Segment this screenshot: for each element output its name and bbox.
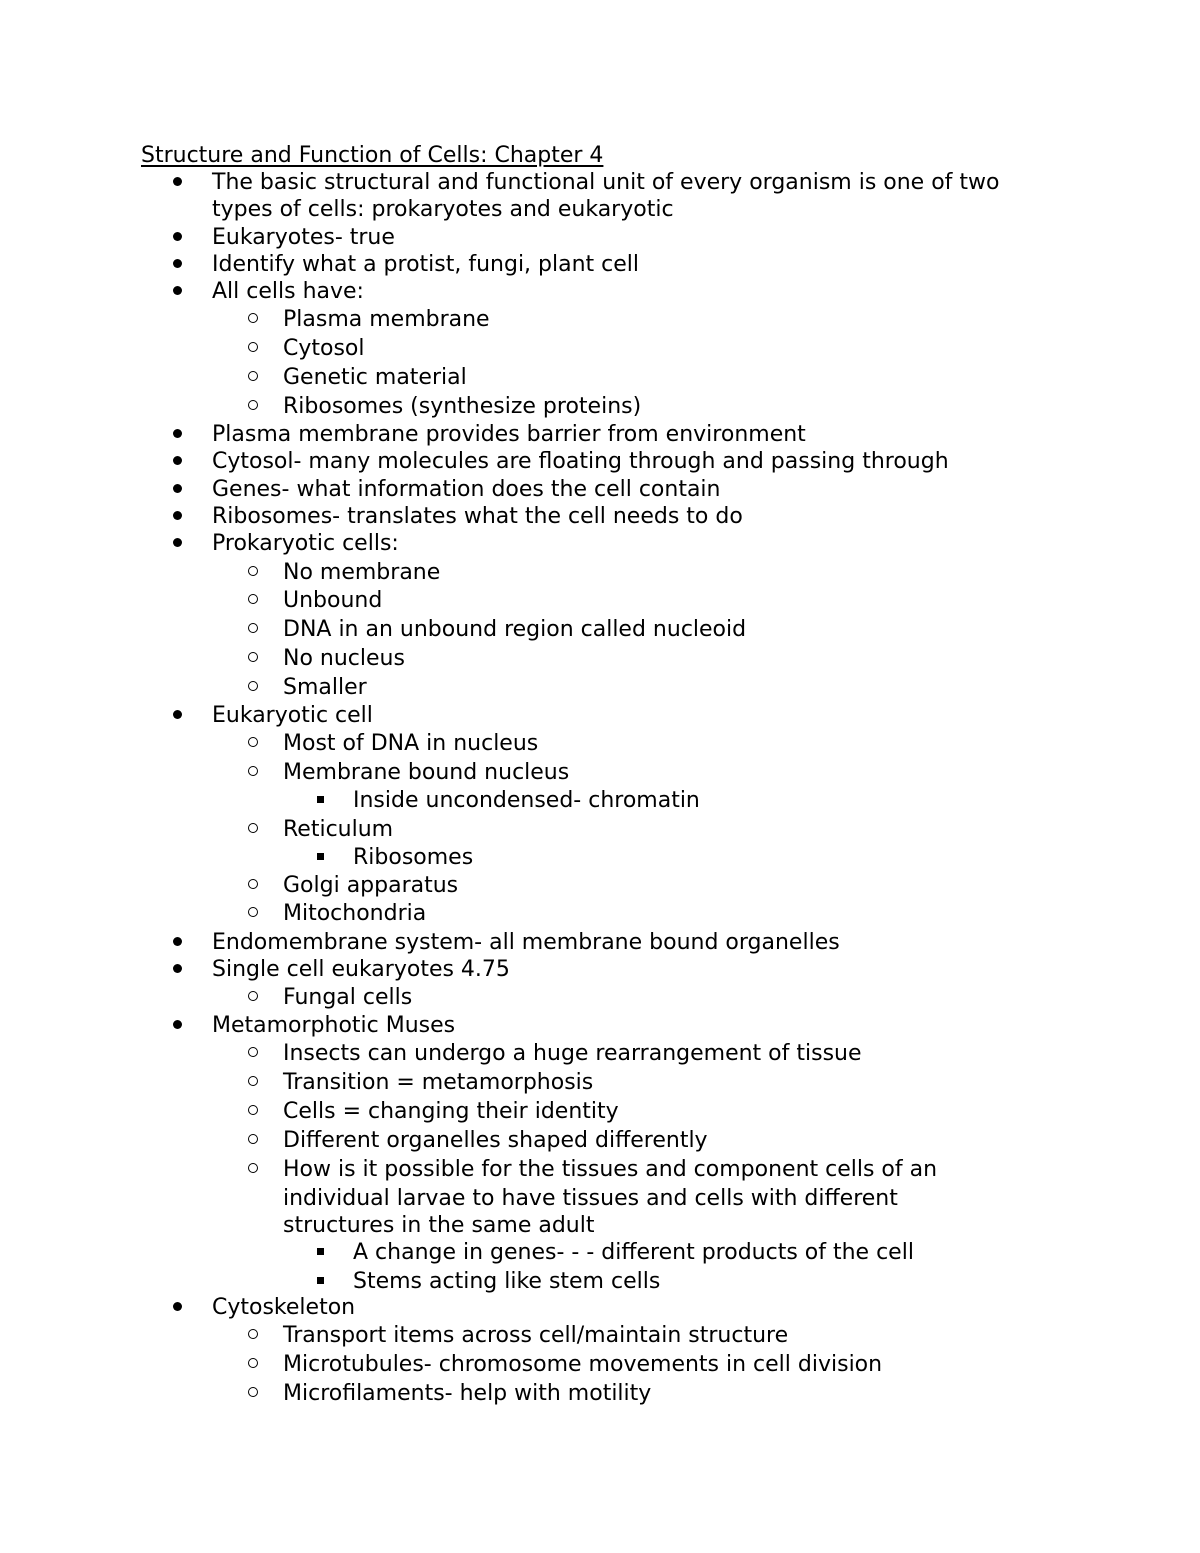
- list-item-continuation: types of cells: prokaryotes and eukaryotic: [212, 197, 674, 222]
- sub-list-item: DNA in an unbound region called nucleoid: [283, 617, 747, 642]
- sub-list-item: Insects can undergo a huge rearrangement of tissue: [283, 1041, 862, 1066]
- list-item: Eukaryotes- true: [212, 225, 395, 250]
- sub-sub-list-item: Stems acting like stem cells: [353, 1269, 661, 1294]
- circle-bullet-icon: [248, 364, 258, 391]
- sub-sub-list-item: Ribosomes: [353, 845, 474, 870]
- sub-list-item: Mitochondria: [283, 901, 427, 926]
- sub-list-item: No nucleus: [283, 646, 405, 671]
- list-item: Single cell eukaryotes 4.75: [212, 957, 510, 982]
- sub-list-item: Cells = changing their identity: [283, 1099, 619, 1124]
- circle-bullet-icon: [248, 759, 258, 786]
- circle-bullet-icon: [248, 393, 258, 420]
- sub-list-item-continuation: structures in the same adult: [283, 1213, 595, 1238]
- square-bullet-icon: [317, 1239, 324, 1266]
- sub-list-item: Microtubules- chromosome movements in cell division: [283, 1352, 883, 1377]
- bullet-icon: [173, 278, 182, 305]
- square-bullet-icon: [317, 1268, 324, 1295]
- sub-list-item-continuation: individual larvae to have tissues and cells with different: [283, 1186, 898, 1211]
- sub-list-item: Transport items across cell/maintain structure: [283, 1323, 789, 1348]
- sub-list-item: No membrane: [283, 560, 441, 585]
- circle-bullet-icon: [248, 559, 258, 586]
- bullet-icon: [173, 530, 182, 557]
- list-item: Cytosol- many molecules are floating through and passing through: [212, 449, 949, 474]
- sub-list-item: Reticulum: [283, 817, 394, 842]
- circle-bullet-icon: [248, 1040, 258, 1067]
- circle-bullet-icon: [248, 816, 258, 843]
- list-item: Genes- what information does the cell contain: [212, 477, 721, 502]
- circle-bullet-icon: [248, 1156, 258, 1183]
- bullet-icon: [173, 929, 182, 956]
- circle-bullet-icon: [248, 984, 258, 1011]
- circle-bullet-icon: [248, 306, 258, 333]
- bullet-icon: [173, 448, 182, 475]
- circle-bullet-icon: [248, 872, 258, 899]
- circle-bullet-icon: [248, 674, 258, 701]
- bullet-icon: [173, 1294, 182, 1321]
- bullet-icon: [173, 251, 182, 278]
- circle-bullet-icon: [248, 1380, 258, 1407]
- sub-list-item: Different organelles shaped differently: [283, 1128, 708, 1153]
- circle-bullet-icon: [248, 645, 258, 672]
- sub-list-item: Unbound: [283, 588, 383, 613]
- bullet-icon: [173, 476, 182, 503]
- bullet-icon: [173, 702, 182, 729]
- sub-list-item: Smaller: [283, 675, 367, 700]
- sub-list-item: Fungal cells: [283, 985, 413, 1010]
- circle-bullet-icon: [248, 335, 258, 362]
- sub-list-item: Most of DNA in nucleus: [283, 731, 539, 756]
- sub-list-item: Microfilaments- help with motility: [283, 1381, 652, 1406]
- list-item: Eukaryotic cell: [212, 703, 373, 728]
- list-item: The basic structural and functional unit of every organism is one of two: [212, 170, 1000, 195]
- circle-bullet-icon: [248, 730, 258, 757]
- circle-bullet-icon: [248, 1127, 258, 1154]
- sub-list-item: Genetic material: [283, 365, 467, 390]
- bullet-icon: [173, 956, 182, 983]
- bullet-icon: [173, 1012, 182, 1039]
- sub-list-item: Cytosol: [283, 336, 365, 361]
- sub-list-item: Membrane bound nucleus: [283, 760, 570, 785]
- circle-bullet-icon: [248, 587, 258, 614]
- square-bullet-icon: [317, 844, 324, 871]
- circle-bullet-icon: [248, 900, 258, 927]
- sub-list-item: How is it possible for the tissues and component cells of an: [283, 1157, 938, 1182]
- list-item: Cytoskeleton: [212, 1295, 356, 1320]
- sub-list-item: Golgi apparatus: [283, 873, 459, 898]
- list-item: Metamorphotic Muses: [212, 1013, 456, 1038]
- list-item: Endomembrane system- all membrane bound organelles: [212, 930, 840, 955]
- list-item: Plasma membrane provides barrier from environment: [212, 422, 806, 447]
- square-bullet-icon: [317, 787, 324, 814]
- circle-bullet-icon: [248, 616, 258, 643]
- list-item: Identify what a protist, fungi, plant cell: [212, 252, 640, 277]
- sub-sub-list-item: A change in genes- - - different products of the cell: [353, 1240, 914, 1265]
- sub-list-item: Transition = metamorphosis: [283, 1070, 594, 1095]
- bullet-icon: [173, 421, 182, 448]
- list-item: Prokaryotic cells:: [212, 531, 399, 556]
- sub-list-item: Plasma membrane: [283, 307, 490, 332]
- circle-bullet-icon: [248, 1098, 258, 1125]
- list-item: Ribosomes- translates what the cell needs to do: [212, 504, 743, 529]
- bullet-icon: [173, 224, 182, 251]
- list-item: All cells have:: [212, 279, 364, 304]
- sub-list-item: Ribosomes (synthesize proteins): [283, 394, 642, 419]
- bullet-icon: [173, 503, 182, 530]
- circle-bullet-icon: [248, 1069, 258, 1096]
- circle-bullet-icon: [248, 1322, 258, 1349]
- document-title: Structure and Function of Cells: Chapter 4: [141, 143, 604, 168]
- circle-bullet-icon: [248, 1351, 258, 1378]
- sub-sub-list-item: Inside uncondensed- chromatin: [353, 788, 700, 813]
- bullet-icon: [173, 169, 182, 196]
